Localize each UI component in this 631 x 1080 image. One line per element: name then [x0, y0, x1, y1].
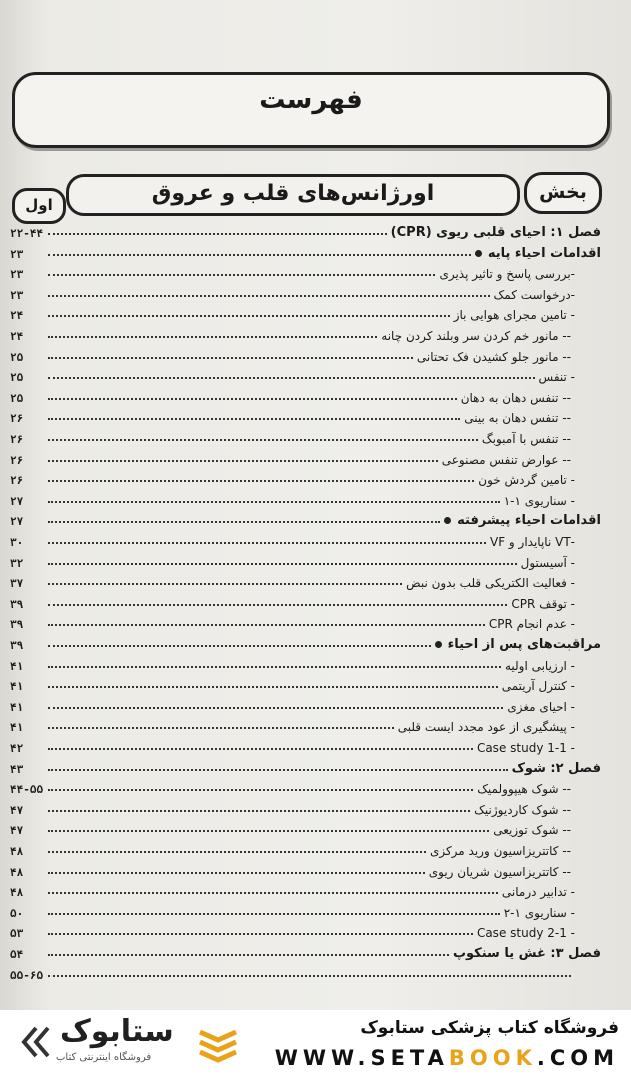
toc-row	[10, 282, 601, 302]
toc-entry-label: فصل ۳: غش یا سنکوپ	[452, 946, 601, 961]
toc-page-number: ۲۷	[10, 515, 24, 529]
dot-leader	[48, 685, 498, 688]
dot-leader	[48, 747, 473, 750]
dot-leader	[48, 294, 490, 297]
dot-leader	[48, 974, 571, 977]
toc-page-number: ۴۲	[10, 742, 24, 755]
book-stack-logo-icon	[196, 1024, 240, 1064]
toc-page-number: ۲۵	[10, 350, 24, 364]
toc-page-number: ۲۶	[10, 474, 24, 488]
toc-page-number: ۲۷	[10, 494, 24, 508]
toc-entry-label: - عدم انجام CPR	[488, 617, 575, 632]
dot-leader	[48, 376, 535, 379]
dot-leader	[48, 829, 489, 832]
toc-page-number: ۴۱	[10, 659, 24, 673]
part-ordinal: اول	[12, 188, 66, 224]
toc-page-number: ۳۷	[10, 577, 24, 591]
url-part-3: .COM	[536, 1046, 619, 1070]
page-title: فهرست	[259, 85, 363, 115]
toc-row	[10, 962, 601, 982]
dot-leader	[48, 582, 402, 585]
toc-row	[10, 385, 601, 405]
toc-page-number: ۴۱	[10, 721, 24, 735]
brand-logo-text: ستابوک	[60, 1014, 174, 1049]
toc-entry-label: -- کاتتریزاسیون ورید مرکزی	[429, 844, 571, 858]
dot-leader	[48, 891, 498, 894]
toc-entry-label: -- عوارض تنفس مصنوعی	[441, 452, 571, 467]
dot-leader	[48, 726, 394, 729]
toc-entry-label: - سناریوی ۱-۲	[503, 905, 575, 920]
toc-entry-label: -- کاتتریزاسیون شریان ریوی	[428, 864, 571, 879]
toc-page-number: ۳۹	[10, 597, 24, 611]
toc-entry-label: -- شوک هیپوولمیک	[477, 782, 571, 797]
dot-leader	[48, 932, 473, 935]
toc-row	[10, 900, 601, 920]
dot-leader	[48, 541, 486, 544]
toc-row	[10, 879, 601, 899]
toc-row	[10, 447, 601, 467]
toc-page-number: ۵۳	[10, 927, 24, 941]
toc-page-number: ۲۵	[10, 391, 24, 405]
dot-leader	[48, 706, 503, 709]
toc-entry-label: - کنترل آریتمی	[501, 679, 575, 694]
toc-entry-label: -- تنفس دهان به بینی	[464, 411, 571, 426]
toc-entry-label: - آسیستول	[520, 555, 575, 570]
toc-page-number: ۳۹	[10, 639, 24, 652]
toc-row	[10, 344, 601, 364]
dot-leader	[48, 438, 478, 441]
toc-page-number: ۴۸	[10, 886, 24, 900]
toc-entry-label: فصل ۱: احیای قلبی ریوی (CPR)	[390, 225, 601, 240]
toc-page-number: ۴۷	[10, 824, 24, 838]
toc-page-number: ۳۲	[10, 556, 24, 570]
shop-name: فروشگاه کتاب پزشکی ستابوک	[360, 1018, 619, 1038]
toc-row	[10, 735, 601, 755]
toc-row	[10, 920, 601, 940]
toc-entry-label: - توقف CPR	[511, 596, 575, 611]
dot-leader	[48, 665, 501, 668]
toc-entry-label: فصل ۲: شوک	[511, 760, 601, 776]
shop-url[interactable]	[275, 1046, 619, 1070]
toc-row	[10, 488, 601, 508]
toc-page-number: ۵۴	[10, 948, 24, 961]
dot-leader	[48, 253, 471, 256]
toc-entry-label: - سناریوی ۱-۱	[503, 493, 575, 508]
toc-page-number: ۴۸	[10, 865, 24, 879]
toc-row	[10, 550, 601, 570]
dot-leader	[48, 417, 460, 420]
toc-row	[10, 776, 601, 796]
toc-entry-label: اقدامات احیاء پیشرفته	[444, 513, 601, 528]
dot-leader	[48, 871, 425, 874]
toc-entry-label: - تامین گردش خون	[478, 473, 575, 488]
toc-page-number: ۲۶	[10, 412, 24, 426]
toc-page-number: ۳۹	[10, 618, 24, 632]
toc-row	[10, 220, 601, 240]
toc-entry-label: -- تنفس دهان به دهان	[460, 390, 571, 405]
toc-page-number: ۴۸	[10, 845, 24, 858]
dot-leader	[48, 603, 507, 606]
toc-entry-label: -- مانور جلو کشیدن فک تحتانی	[416, 349, 571, 364]
double-chevron-icon	[14, 1022, 58, 1062]
dot-leader	[48, 232, 387, 235]
toc-entry-label: -بررسی پاسخ و تاثیر پذیری	[439, 267, 575, 282]
toc-entry-label: -- مانور خم کردن سر وبلند کردن چانه	[381, 329, 571, 343]
toc-row	[10, 364, 601, 384]
toc-page-number: ۲۳	[10, 268, 24, 282]
toc-entry-label: مراقبت‌های پس از احیاء	[435, 637, 601, 652]
toc-entry-label: -- شوک توزیعی	[493, 823, 571, 838]
toc-entry-label: - تنفس	[538, 370, 575, 385]
toc-page-number: ۵۰	[10, 906, 24, 920]
toc-page-number: ۲۴	[10, 309, 24, 323]
dot-leader	[48, 809, 470, 812]
dot-leader	[48, 356, 413, 359]
toc-row	[10, 508, 601, 528]
toc-row	[10, 673, 601, 693]
toc-row	[10, 302, 601, 322]
toc-row	[10, 653, 601, 673]
dot-leader	[48, 788, 473, 791]
toc-page-number: ۲۴	[10, 330, 24, 343]
toc-row	[10, 838, 601, 858]
toc-entry-label: -- شوک کاردیوژنیک	[474, 802, 571, 817]
toc-row	[10, 611, 601, 631]
toc-entry-label: اقدامات احیاء پایه	[475, 246, 601, 261]
dot-leader	[48, 953, 449, 956]
dot-leader	[48, 562, 517, 565]
toc-page-number: ۴۳	[10, 762, 24, 776]
url-part-2: BOOK	[448, 1046, 537, 1070]
toc-page-number: ۲۶	[10, 433, 24, 446]
toc-entry-label: - فعالیت الکتریکی قلب بدون نبض	[406, 576, 575, 591]
toc-row	[10, 756, 601, 776]
toc-entry-label: -درخواست کمک	[493, 287, 575, 302]
toc-entry-label: -VT ناپایدار و VF	[489, 535, 575, 549]
toc-entry-label: -- تنفس با آمبوبگ	[481, 432, 571, 446]
toc-row	[10, 241, 601, 261]
dot-leader	[48, 850, 426, 853]
section-title: اورژانس‌های قلب و عروق	[66, 174, 520, 216]
toc-page-number: ۲۲-۴۴	[10, 227, 44, 240]
toc-row	[10, 817, 601, 837]
toc-row	[10, 405, 601, 425]
toc-row	[10, 859, 601, 879]
toc-row	[10, 632, 601, 652]
toc-row	[10, 426, 601, 446]
toc-page-number: ۲۳	[10, 247, 24, 261]
brand-tagline: فروشگاه اینترنتی کتاب	[56, 1052, 152, 1063]
toc-row	[10, 941, 601, 961]
dot-leader	[48, 520, 440, 523]
toc-page-number: ۳۰	[10, 536, 24, 549]
dot-leader	[48, 644, 431, 647]
url-part-1: WWW.SETA	[274, 1046, 449, 1070]
toc-row	[10, 570, 601, 590]
dot-leader	[48, 459, 438, 462]
toc-entry-label: - Case study 1-1	[476, 741, 575, 755]
toc-row	[10, 694, 601, 714]
toc-page-number: ۲۳	[10, 288, 24, 302]
dot-leader	[48, 335, 377, 338]
dot-leader	[48, 912, 500, 915]
dot-leader	[48, 314, 450, 317]
dot-leader	[48, 273, 435, 276]
toc-entry-label: - پیشگیری از عود مجدد ایست قلبی	[397, 720, 575, 735]
toc-row	[10, 714, 601, 734]
toc-row	[10, 797, 601, 817]
toc-entry-label: - احیای مغزی	[507, 699, 575, 714]
toc-page-number: ۲۵	[10, 371, 24, 385]
toc-entry-label: - Case study 2-1	[476, 926, 575, 941]
part-label: بخش	[524, 172, 602, 214]
toc-row	[10, 261, 601, 281]
toc-row	[10, 529, 601, 549]
toc-page-number: ۴۴-۵۵	[10, 783, 44, 797]
toc-row	[10, 591, 601, 611]
toc-page-number: ۲۶	[10, 453, 24, 467]
dot-leader	[48, 479, 474, 482]
toc-page-number: ۴۱	[10, 700, 24, 714]
toc-page-number: ۵۵-۶۵	[10, 968, 44, 982]
toc-page-number: ۴۷	[10, 803, 24, 817]
dot-leader	[48, 768, 508, 771]
toc-page-number: ۴۱	[10, 680, 24, 694]
dot-leader	[48, 623, 485, 626]
toc-row	[10, 467, 601, 487]
dot-leader	[48, 397, 457, 400]
toc-entry-label: - تامین مجرای هوایی باز	[453, 308, 575, 323]
toc-row	[10, 323, 601, 343]
toc-entry-label: - ارزیابی اولیه	[504, 658, 575, 673]
dot-leader	[48, 500, 500, 503]
toc-entry-label: - تدابیر درمانی	[501, 885, 575, 900]
